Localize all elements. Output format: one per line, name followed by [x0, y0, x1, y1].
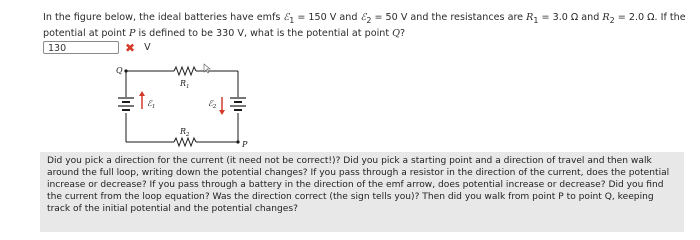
r2-subscript: 2: [609, 15, 615, 25]
r2-symbol: R: [602, 12, 610, 23]
answer-input[interactable]: 130: [43, 41, 119, 54]
label-r1: $R_1$: [180, 79, 190, 90]
r1-subscript: 1: [533, 15, 539, 25]
question-part: is defined to be 330 V, what is the potential at point: [135, 27, 393, 39]
emf1-arrow-icon: [139, 91, 145, 109]
battery-1: [118, 98, 134, 110]
r1-symbol: R: [526, 12, 534, 23]
question-part: = 2.0 Ω. If the potential at point: [43, 12, 686, 39]
emf2-arrow-icon: [219, 97, 225, 115]
answer-unit: V: [144, 42, 151, 53]
question-part: ?: [400, 27, 406, 39]
emf2-subscript: 2: [366, 15, 372, 25]
mouse-cursor-icon: [204, 64, 210, 73]
feedback-hint: Did you pick a direction for the current (it need not be correct!)? Did you pick a starting point and a direction of travel and then walk around the full loop, writing down the potential changes? If you pass through a resistor in the direction of the current, does the potential increase or decrease? If you pass through a battery in the direction of the emf arrow, does potential increase or decrease? Did you find the current from the loop equation? Was the direction correct (the sign tells you)? Then did you walk from point P to point Q, keeping track of the initial potential and the potential changes?: [40, 152, 684, 232]
label-r2: $R_2$: [180, 127, 190, 138]
question-part: In the figure below, the ideal batteries have emfs: [43, 12, 284, 23]
point-p-symbol: P: [128, 27, 136, 39]
battery-2: [230, 98, 246, 110]
answer-row: [43, 40, 151, 55]
circuit-diagram: [112, 61, 258, 165]
point-p-dot: [236, 140, 239, 143]
emf1-symbol: ℰ: [283, 12, 290, 23]
emf2-symbol: ℰ: [360, 12, 367, 23]
point-q-dot: [124, 69, 127, 72]
label-p: P: [242, 140, 248, 149]
emf1-subscript: 1: [289, 15, 295, 25]
question-part: = 50 V and the resistances are: [371, 12, 527, 23]
label-e2: ℰ$_2$: [208, 99, 217, 110]
x-mark-icon: ✖: [125, 40, 136, 55]
point-q-symbol: Q: [392, 27, 401, 39]
question-part: = 3.0 Ω and: [538, 12, 603, 23]
question-part: = 150 V and: [294, 12, 361, 23]
question-text: [43, 12, 688, 40]
label-q: Q: [116, 66, 123, 75]
label-e1: ℰ$_1$: [147, 99, 156, 110]
